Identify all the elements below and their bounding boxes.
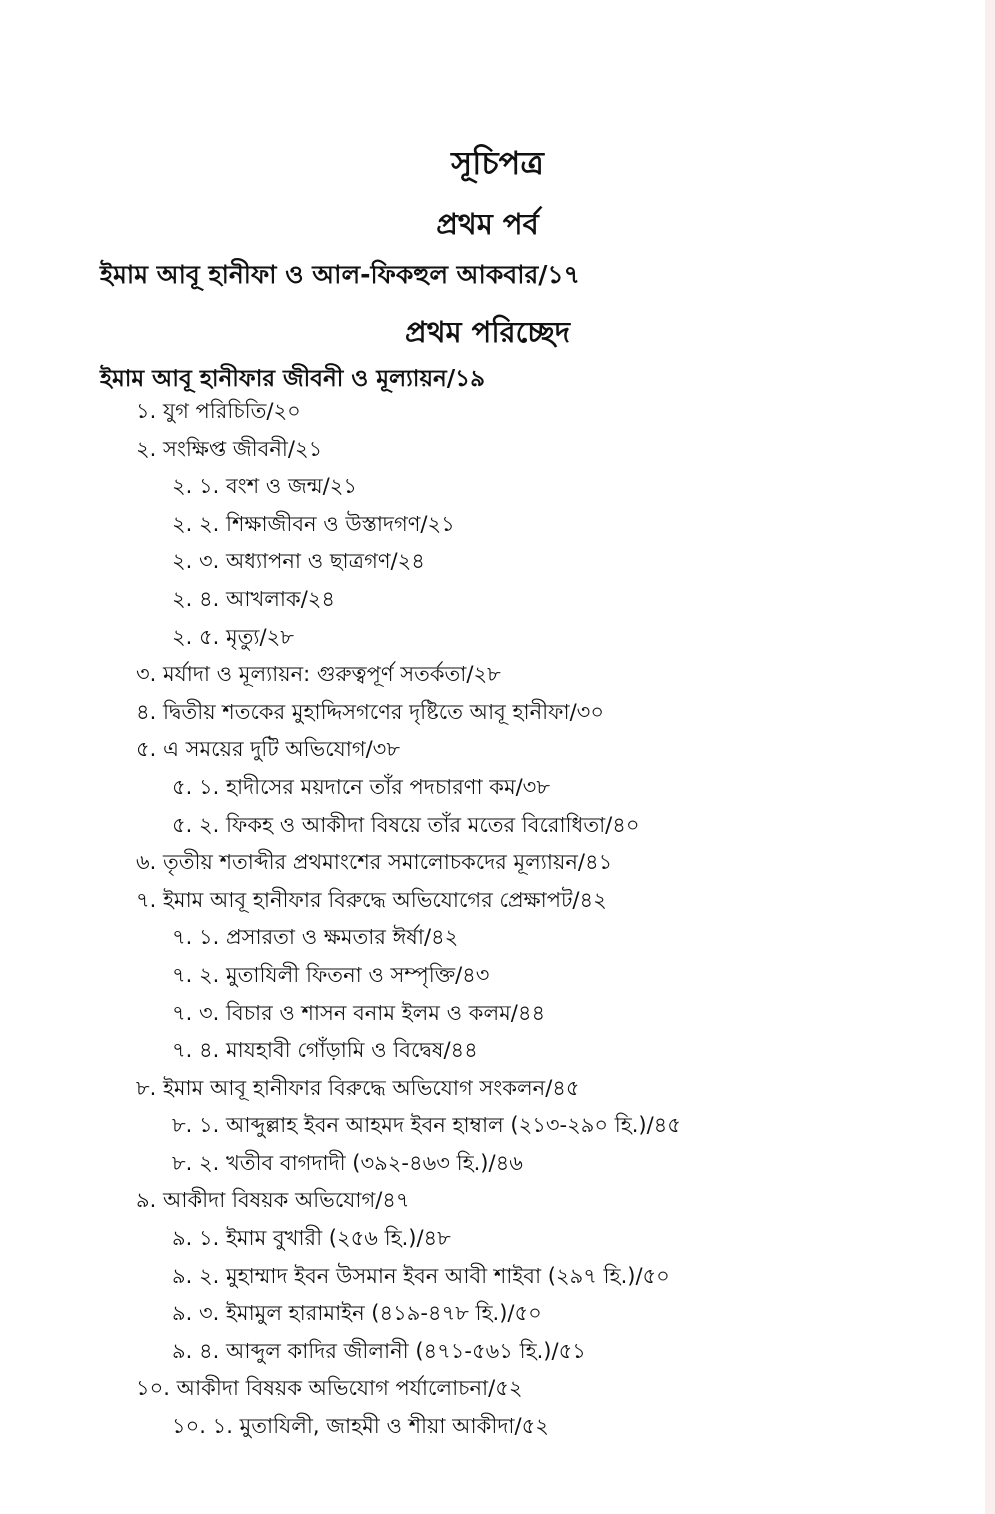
toc-entry: ২. ১. বংশ ও জন্ম/২১ <box>172 474 357 499</box>
toc-entry: ৭. ৪. মাযহাবী গোঁড়ামি ও বিদ্বেষ/৪৪ <box>172 1038 478 1063</box>
toc-entry: ৯. ১. ইমাম বুখারী (২৫৬ হি.)/৪৮ <box>172 1226 451 1251</box>
toc-title: সূচিপত্র <box>451 144 544 182</box>
toc-entry: ৮. ইমাম আবূ হানীফার বিরুদ্ধে অভিযোগ সংকলন/৪৫ <box>136 1075 580 1100</box>
toc-entry: ৫. ১. হাদীসের ময়দানে তাঁর পদচারণা কম/৩৮ <box>172 774 550 799</box>
toc-entry: ৩. মর্যাদা ও মূল্যায়ন: গুরুত্বপূর্ণ সতর্কতা/২৮ <box>136 662 501 687</box>
chapter-title: প্রথম পরিচ্ছেদ <box>405 315 570 349</box>
toc-entry: ৮. ২. খতীব বাগদাদী (৩৯২-৪৬৩ হি.)/৪৬ <box>172 1150 523 1175</box>
toc-entry: ১. যুগ পরিচিতি/২০ <box>136 399 301 423</box>
toc-entry: ৫. ২. ফিকহ ও আকীদা বিষয়ে তাঁর মতের বিরোধিতা/৪০ <box>172 812 640 837</box>
toc-entry: ২. ৫. মৃত্যু/২৮ <box>172 624 294 649</box>
toc-entry: ৫. এ সময়ের দুটি অভিযোগ/৩৮ <box>136 737 400 762</box>
toc-entry: ৭. ৩. বিচার ও শাসন বনাম ইলম ও কলম/৪৪ <box>172 1000 546 1025</box>
toc-entry: ৯. আকীদা বিষয়ক অভিযোগ/৪৭ <box>136 1188 410 1213</box>
toc-entry: ২. সংক্ষিপ্ত জীবনী/২১ <box>136 436 323 461</box>
part-title: প্রথম পর্ব <box>436 207 539 241</box>
toc-entry: ৯. ২. মুহাম্মাদ ইবন উসমান ইবন আবী শাইবা (২৯৭ হি.)/৫০ <box>172 1263 670 1288</box>
part-subtitle: ইমাম আবূ হানীফা ও আল-ফিকহুল আকবার/১৭ <box>100 260 580 289</box>
toc-entry: ১০. ১. মুতাযিলী, জাহমী ও শীয়া আকীদা/৫২ <box>172 1414 549 1439</box>
toc-entry: ৬. তৃতীয় শতাব্দীর প্রথমাংশের সমালোচকদের মূল্যায়ন/৪১ <box>136 850 613 875</box>
toc-entry: ৯. ৩. ইমামুল হারামাইন (৪১৯-৪৭৮ হি.)/৫০ <box>172 1301 542 1326</box>
toc-list <box>0 393 681 1446</box>
toc-entry: ৪. দ্বিতীয় শতকের মুহাদ্দিসগণের দৃষ্টিতে আবূ হানীফা/৩০ <box>136 699 604 724</box>
toc-entry: ২. ৪. আখলাক/২৪ <box>172 586 336 611</box>
page-right-edge <box>985 0 995 1514</box>
toc-entry: ৭. ইমাম আবূ হানীফার বিরুদ্ধে অভিযোগের প্রেক্ষাপট/৪২ <box>136 887 607 912</box>
toc-entry: ১০. আকীদা বিষয়ক অভিযোগ পর্যালোচনা/৫২ <box>136 1376 523 1401</box>
chapter-subtitle: ইমাম আবূ হানীফার জীবনী ও মূল্যায়ন/১৯ <box>100 366 486 392</box>
toc-entry: ৭. ২. মুতাযিলী ফিতনা ও সম্পৃক্তি/৪৩ <box>172 962 490 987</box>
toc-entry: ২. ২. শিক্ষাজীবন ও উস্তাদগণ/২১ <box>172 511 455 536</box>
toc-entry: ৮. ১. আব্দুল্লাহ ইবন আহমদ ইবন হাম্বাল (২১৩-২৯০ হি.)/৪৫ <box>172 1113 681 1138</box>
toc-entry: ২. ৩. অধ্যাপনা ও ছাত্রগণ/২৪ <box>172 549 425 574</box>
toc-entry: ৯. ৪. আব্দুল কাদির জীলানী (৪৭১-৫৬১ হি.)/৫১ <box>172 1338 586 1363</box>
toc-entry: ৭. ১. প্রসারতা ও ক্ষমতার ঈর্ষা/৪২ <box>172 925 459 950</box>
